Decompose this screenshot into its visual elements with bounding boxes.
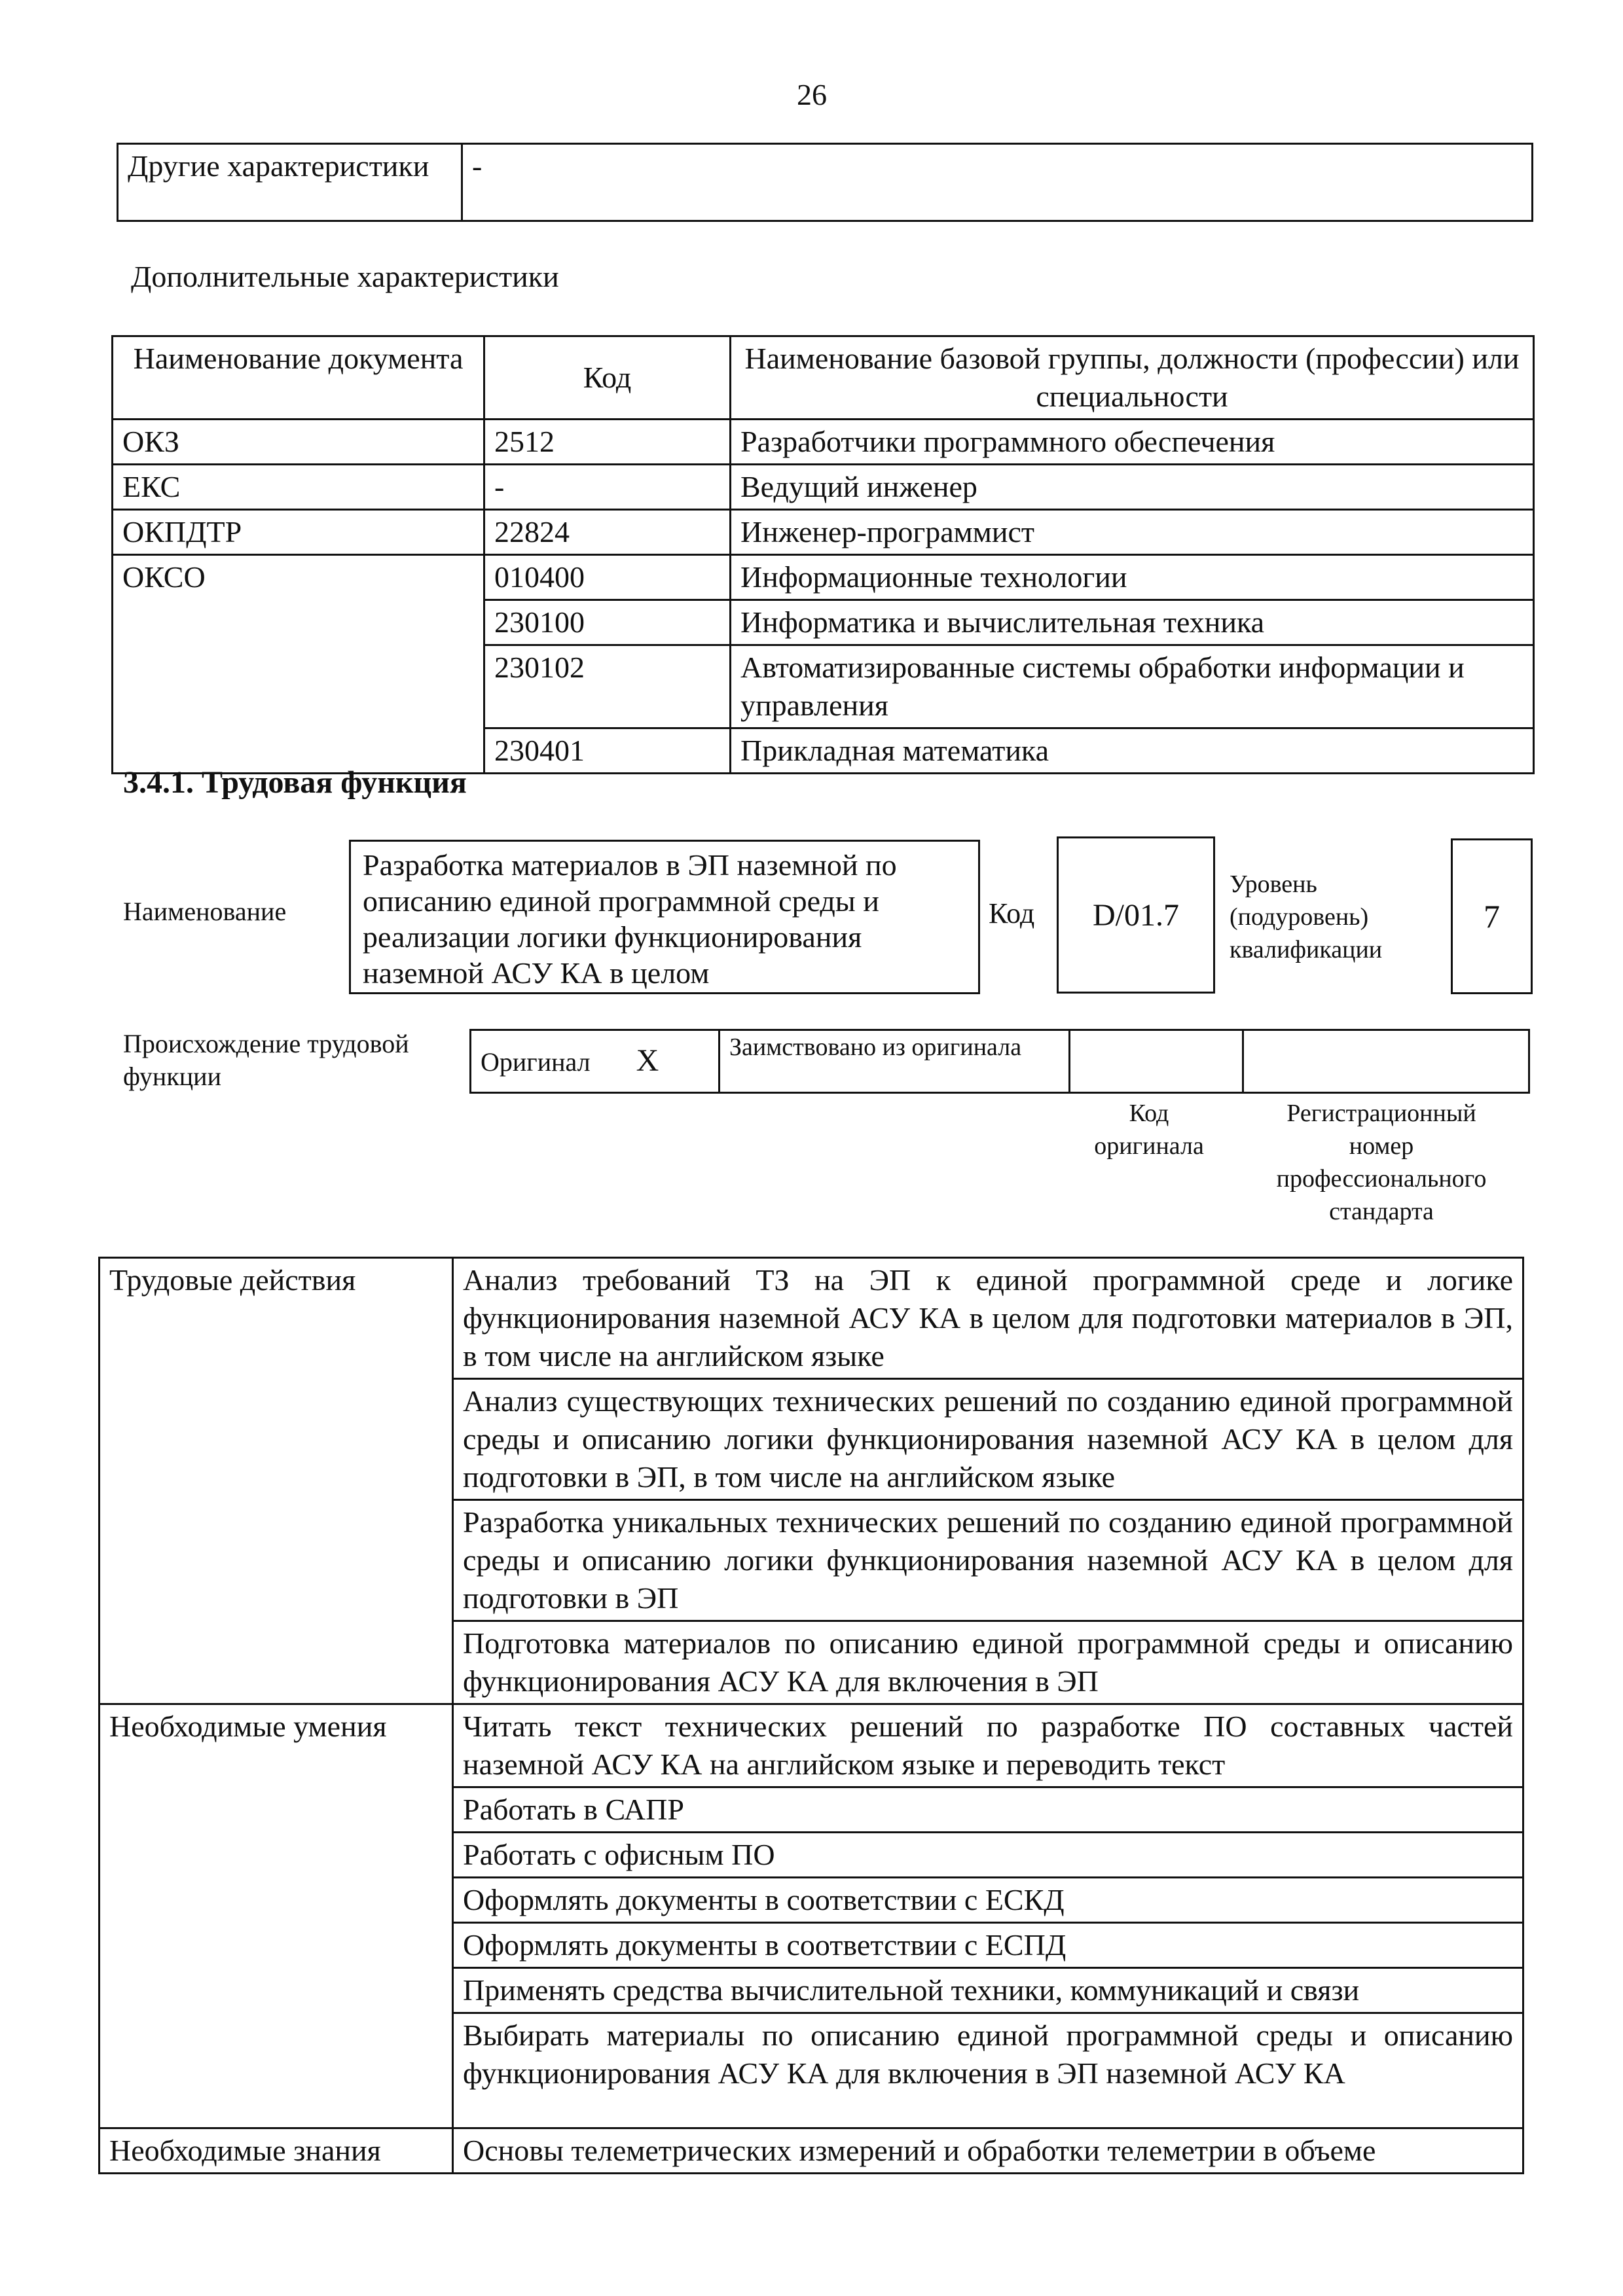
actions-label: Трудовые действия [100, 1258, 453, 1704]
table-row [113, 555, 1534, 600]
table-row [113, 465, 1534, 510]
code-original-cell [1070, 1030, 1243, 1093]
other-characteristics-value: - [462, 144, 1533, 221]
skill-item: Работать с офисным ПО [453, 1833, 1523, 1878]
additional-title: Дополнительные характеристики [131, 260, 559, 293]
action-item: Анализ существующих технических решений по созданию единой программной среды и описанию логики функционирования наземной АСУ КА в целом для подготовки в ЭП, в том числе на английском языке [453, 1379, 1523, 1500]
reg-number-cell [1243, 1030, 1529, 1093]
action-item: Подготовка материалов по описанию единой программной среды и описанию функционирования АСУ КА для включения в ЭП [453, 1621, 1523, 1704]
function-details-table [98, 1257, 1524, 2174]
function-code-value: D/01.7 [1093, 897, 1179, 933]
action-item: Разработка уникальных технических решений по созданию единой программной среды и описанию логики функционирования наземной АСУ КА в целом для подготовки в ЭП [453, 1500, 1523, 1621]
doc-cell: ОКСО [113, 555, 484, 774]
function-name-value: Разработка материалов в ЭП наземной по описанию единой программной среды и реализации логики функционирования наземной АСУ КА в целом [363, 848, 897, 990]
doc-cell: ОКПДТР [113, 510, 484, 555]
name-cell: Информатика и вычислительная техника [731, 600, 1534, 645]
knowledge-item: Основы телеметрических измерений и обработки телеметрии в объеме [453, 2128, 1523, 2174]
name-cell: Прикладная математика [731, 728, 1534, 774]
function-code-box [1057, 836, 1215, 994]
code-original-label: Код оригинала [1094, 1100, 1204, 1160]
skill-item: Работать в САПР [453, 1787, 1523, 1833]
header-code: Код [484, 336, 731, 420]
doc-cell: ОКЗ [113, 420, 484, 465]
code-cell: 010400 [484, 555, 731, 600]
table-row [113, 510, 1534, 555]
original-cell [471, 1030, 720, 1093]
other-characteristics-label: Другие характеристики [118, 144, 462, 221]
original-label: Оригинал [481, 1047, 591, 1077]
original-mark: X [636, 1043, 659, 1078]
code-cell: 230401 [484, 728, 731, 774]
code-cell: 230102 [484, 645, 731, 728]
header-doc: Наименование документа [113, 336, 484, 420]
origin-label: Происхождение трудовой функции [123, 1029, 409, 1091]
name-cell: Информационные технологии [731, 555, 1534, 600]
table-row [113, 420, 1534, 465]
skill-item: Оформлять документы в соответствии с ЕСКД [453, 1878, 1523, 1923]
skill-item: Выбирать материалы по описанию единой программной среды и описанию функционирования АСУ КА для включения в ЭП наземной АСУ КА [453, 2013, 1523, 2128]
code-cell: 230100 [484, 600, 731, 645]
level-value: 7 [1484, 898, 1500, 935]
name-label: Наименование [123, 897, 287, 926]
level-label: Уровень (подуровень) квалификации [1230, 870, 1383, 963]
skills-label: Необходимые умения [100, 1704, 453, 2128]
code-cell: 2512 [484, 420, 731, 465]
name-cell: Ведущий инженер [731, 465, 1534, 510]
code-label: Код [989, 897, 1035, 929]
reg-number-label: Регистрационный номер профессионального стандарта [1276, 1100, 1487, 1225]
other-characteristics-table [117, 143, 1533, 222]
additional-characteristics-table [111, 335, 1535, 774]
function-name-box [349, 840, 980, 994]
action-item: Анализ требований ТЗ на ЭП к единой программной среде и логике функционирования наземной АСУ КА в целом для подготовки материалов в ЭП, в том числе на английском языке [453, 1258, 1523, 1379]
code-cell: - [484, 465, 731, 510]
skill-item: Оформлять документы в соответствии с ЕСПД [453, 1923, 1523, 1968]
name-cell: Инженер-программист [731, 510, 1534, 555]
header-name: Наименование базовой группы, должности (профессии) или специальности [731, 336, 1534, 420]
page-number: 26 [797, 78, 827, 111]
knowledge-label: Необходимые знания [100, 2128, 453, 2174]
origin-table [469, 1029, 1530, 1094]
name-cell: Разработчики программного обеспечения [731, 420, 1534, 465]
borrowed-cell: Заимствовано из оригинала [720, 1030, 1070, 1093]
doc-cell: ЕКС [113, 465, 484, 510]
code-cell: 22824 [484, 510, 731, 555]
level-box [1451, 838, 1533, 994]
skill-item: Читать текст технических решений по разработке ПО составных частей наземной АСУ КА на английском языке и переводить текст [453, 1704, 1523, 1787]
skill-item: Применять средства вычислительной техники, коммуникаций и связи [453, 1968, 1523, 2013]
name-cell: Автоматизированные системы обработки информации и управления [731, 645, 1534, 728]
section-title: 3.4.1. Трудовая функция [123, 765, 467, 800]
